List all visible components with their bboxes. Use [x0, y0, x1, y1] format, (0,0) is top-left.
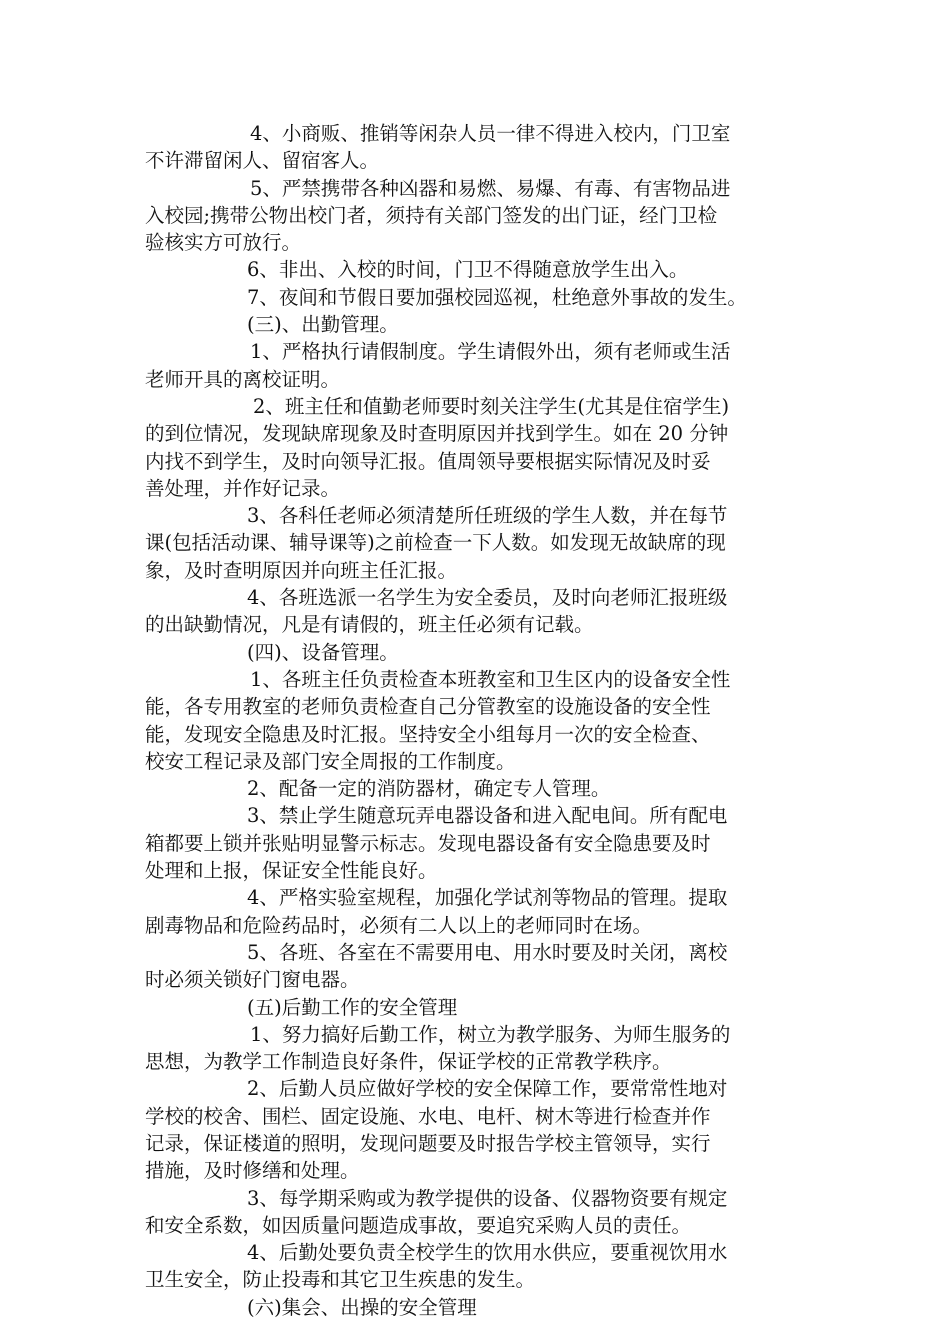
text-line: 入校园;携带公物出校门者，须持有关部门签发的出门证，经门卫检 [145, 203, 718, 227]
text-line: 老师开具的离校证明。 [145, 367, 341, 391]
text-line: 5、严禁携带各种凶器和易燃、易爆、有毒、有害物品进 [250, 176, 731, 200]
text-line: 1、努力搞好后勤工作，树立为教学服务、为师生服务的 [250, 1022, 731, 1046]
text-line: (六)集会、出操的安全管理 [247, 1295, 477, 1319]
text-line: (三)、出勤管理。 [247, 313, 399, 337]
text-line: 能，发现安全隐患及时汇报。坚持安全小组每月一次的安全检查、 [145, 722, 711, 746]
text-line: 的到位情况，发现缺席现象及时查明原因并找到学生。如在 20 分钟 [145, 422, 729, 446]
text-line: 时必须关锁好门窗电器。 [145, 968, 360, 992]
text-line: 5、各班、各室在不需要用电、用水时要及时关闭，离校 [247, 940, 728, 964]
text-line: 2、配备一定的消防器材，确定专人管理。 [247, 777, 611, 801]
text-line: 7、夜间和节假日要加强校园巡视，杜绝意外事故的发生。 [247, 285, 747, 309]
document-body [145, 120, 810, 1321]
text-line: 思想，为教学工作制造良好条件，保证学校的正常教学秩序。 [145, 1050, 672, 1074]
text-line: 和安全系数，如因质量问题造成事故，要追究采购人员的责任。 [145, 1213, 692, 1237]
text-line: 处理和上报，保证安全性能良好。 [145, 859, 438, 883]
text-line: 4、各班选派一名学生为安全委员，及时向老师汇报班级 [247, 586, 728, 610]
text-line: 内找不到学生，及时向领导汇报。值周领导要根据实际情况及时妥 [145, 449, 711, 473]
text-line: (五)后勤工作的安全管理 [247, 995, 458, 1019]
text-line: 3、每学期采购或为教学提供的设备、仪器物资要有规定 [247, 1186, 728, 1210]
text-line: 校安工程记录及部门安全周报的工作制度。 [145, 749, 516, 773]
text-line: 6、非出、入校的时间，门卫不得随意放学生出入。 [247, 258, 689, 282]
text-line: 能，各专用教室的老师负责检查自己分管教室的设施设备的安全性 [145, 695, 711, 719]
text-line: 1、严格执行请假制度。学生请假外出，须有老师或生活 [250, 340, 731, 364]
text-line: 3、各科任老师必须清楚所任班级的学生人数，并在每节 [247, 504, 728, 528]
text-line: 记录，保证楼道的照明，发现问题要及时报告学校主管领导，实行 [145, 1131, 711, 1155]
text-line: 善处理，并作好记录。 [145, 476, 341, 500]
text-line: 箱都要上锁并张贴明显警示标志。发现电器设备有安全隐患要及时 [145, 831, 711, 855]
text-line: 4、后勤处要负责全校学生的饮用水供应，要重视饮用水 [247, 1241, 728, 1265]
text-line: (四)、设备管理。 [247, 640, 399, 664]
text-line: 学校的校舍、围栏、固定设施、水电、电杆、树木等进行检查并作 [145, 1104, 711, 1128]
text-line: 验核实方可放行。 [145, 231, 302, 255]
text-line: 4、严格实验室规程，加强化学试剂等物品的管理。提取 [247, 886, 728, 910]
text-line: 2、后勤人员应做好学校的安全保障工作，要常常性地对 [247, 1077, 728, 1101]
text-line: 课(包括活动课、辅导课等)之前检查一下人数。如发现无故缺席的现 [145, 531, 726, 555]
text-line: 的出缺勤情况，凡是有请假的，班主任必须有记载。 [145, 613, 594, 637]
text-line: 1、各班主任负责检查本班教室和卫生区内的设备安全性 [250, 667, 731, 691]
text-line: 3、禁止学生随意玩弄电器设备和进入配电间。所有配电 [247, 804, 728, 828]
text-line: 4、小商贩、推销等闲杂人员一律不得进入校内，门卫室 [250, 122, 731, 145]
text-line: 2、班主任和值勤老师要时刻关注学生(尤其是住宿学生) [253, 394, 730, 418]
text-line: 象，及时查明原因并向班主任汇报。 [145, 558, 458, 582]
text-line: 不许滞留闲人、留宿客人。 [145, 149, 380, 173]
text-line: 措施，及时修缮和处理。 [145, 1159, 360, 1183]
text-line: 剧毒物品和危险药品时，必须有二人以上的老师同时在场。 [145, 913, 653, 937]
text-line: 卫生安全，防止投毒和其它卫生疾患的发生。 [145, 1268, 536, 1292]
